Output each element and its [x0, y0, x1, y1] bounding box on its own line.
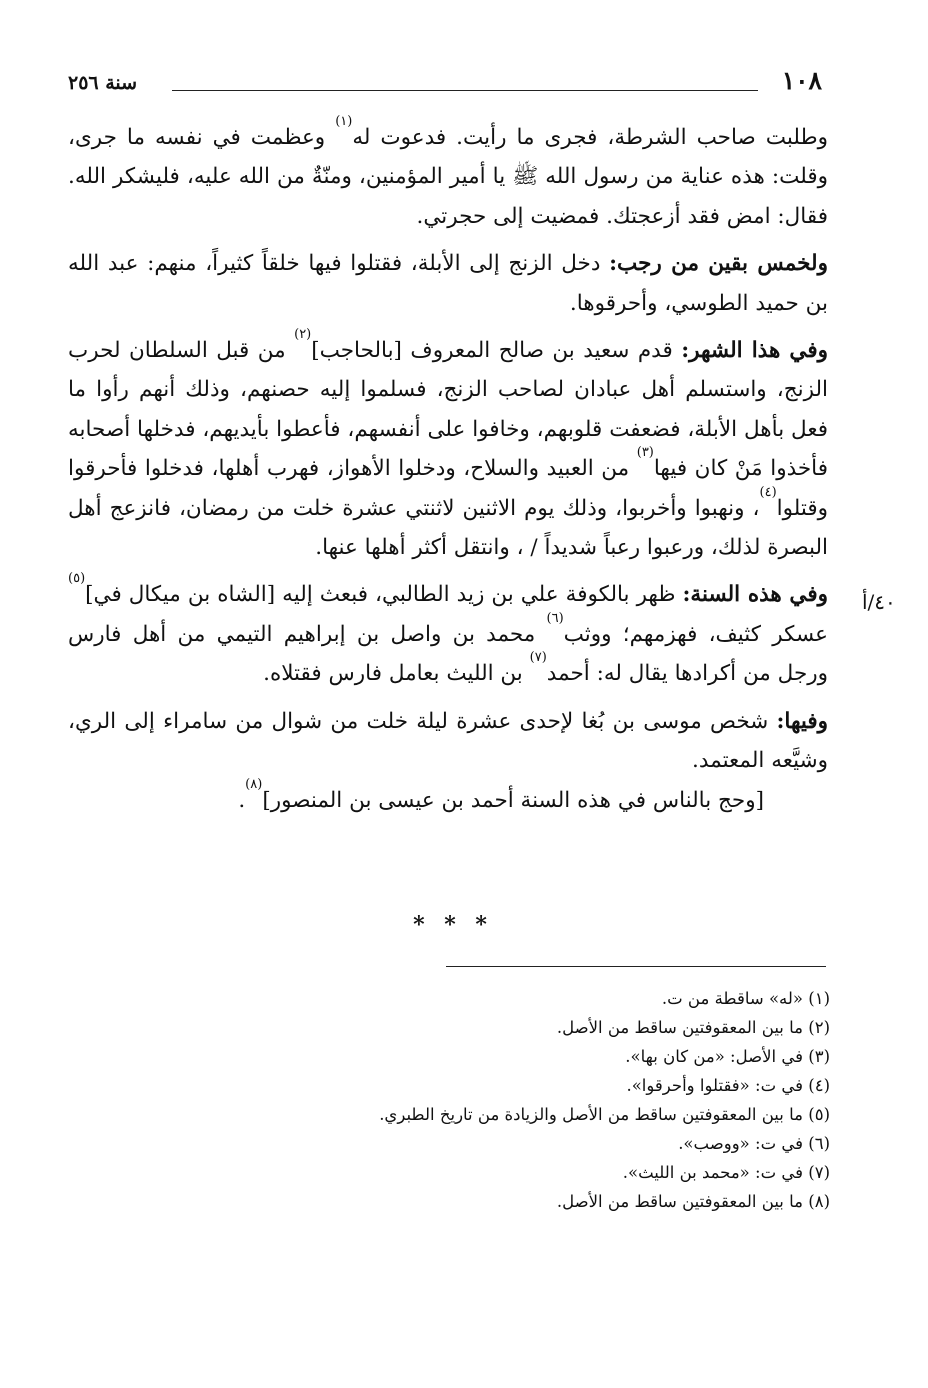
- text-run: فقال: امض فقد أزعجتك. فمضيت إلى حجرتي.: [416, 203, 828, 229]
- text-run: .: [238, 787, 246, 813]
- text-run: وقلت: هذه عناية من رسول الله ﷺ يا أمير المؤمنين، ومنّةٌ من الله عليه، فليشكر الله.: [68, 164, 828, 190]
- footnote-rule: [446, 966, 826, 967]
- paragraph-6: [68, 776, 828, 820]
- text-run: شخص موسى بن بُغا لإحدى عشرة ليلة خلت من شوال من سامراء إلى الري، وشيَّعه المعتمد.: [68, 708, 828, 774]
- paragraph-4: [68, 571, 828, 693]
- footnote-item: (٧) في ت: «محمد بن الليث».: [622, 1163, 830, 1182]
- paragraph-lead: ولخمس بقين من رجب:: [609, 251, 828, 277]
- header-rule: [172, 90, 758, 91]
- footnote-item: (١) «له» ساقطة من ت.: [661, 989, 830, 1008]
- footnote-ref: (١): [335, 114, 353, 129]
- footnote-item: (٣) في الأصل: «من كان بها».: [625, 1047, 830, 1066]
- paragraph-lead: وفي هذا الشهر:: [681, 338, 828, 364]
- page-header: [62, 64, 828, 98]
- footnote-item: (٦) في ت: «ووصب».: [678, 1134, 830, 1153]
- footnotes: [150, 984, 830, 1216]
- paragraph-3: [68, 327, 828, 567]
- paragraph-1: [68, 114, 828, 236]
- footnote-ref: (٨): [245, 776, 263, 792]
- footnote-ref: (٣): [636, 445, 654, 461]
- text-run: قدم سعيد بن صالح المعروف [بالحاجب]: [311, 338, 682, 364]
- text-run: ، ونهبوا وأخربوا، وذلك يوم الاثنين لاثنتي عشرة خلت من رمضان، فانزعج أهل البصرة لذلك، ورعبوا رعباً شديداً / ، وانتقل أكثر أهلها عنها.: [68, 495, 828, 561]
- footnote-item: (٨) ما بين المعقوفتين ساقط من الأصل.: [556, 1192, 830, 1211]
- footnote-ref: (٧): [529, 650, 547, 666]
- year-label: سنة ٢٥٦: [68, 72, 138, 94]
- page-number: ١٠٨: [781, 66, 822, 95]
- paragraph-lead: وفيها:: [776, 708, 828, 734]
- text-run: [وحج بالناس في هذه السنة أحمد بن عيسى بن المنصور]: [262, 787, 764, 813]
- text-run: محمد بن واصل بن إبراهيم التيمي من أهل فارس ورجل من أكرادها يقال له: أحمد: [68, 621, 828, 687]
- footnote-ref: (٦): [546, 610, 564, 626]
- footnote-item: (٤) في ت: «فقتلوا وأحرقوا».: [626, 1076, 830, 1095]
- main-text: [68, 114, 828, 820]
- text-run: وطلبت صاحب الشرطة، فجرى ما رأيت. فدعوت له: [352, 125, 828, 150]
- footnote-item: (٥) ما بين المعقوفتين ساقط من الأصل والزيادة من تاريخ الطبري.: [379, 1105, 830, 1124]
- text-run: وعظمت في نفسه ما جرى،: [68, 125, 336, 150]
- text-run: ظهر بالكوفة علي بن زيد الطالبي، فبعث إليه [الشاه بن ميكال في]: [85, 582, 683, 608]
- text-run: من العبيد والسلاح، ودخلوا الأهواز، فهرب أهلها، فدخلوا فأحرقوا وقتلوا: [68, 456, 828, 521]
- paragraph-2: [68, 244, 828, 323]
- manuscript-folio-marker: ٤٠/أ: [862, 590, 896, 614]
- paragraph-lead: وفي هذه السنة:: [682, 582, 828, 608]
- section-separator: * * *: [413, 912, 493, 938]
- footnote-ref: (٢): [294, 327, 312, 343]
- text-run: بن الليث بعامل فارس فقتلاه.: [263, 661, 530, 687]
- text-run: دخل الزنج إلى الأبلة، فقتلوا فيها خلقاً كثيراً، منهم: عبد الله بن حميد الطوسي، وأحرقوها.: [68, 251, 828, 316]
- footnote-ref: (٥): [68, 571, 86, 587]
- paragraph-5: [68, 702, 828, 781]
- text-run: عسكر كثيف، فهزمهم؛ ووثب: [563, 621, 828, 647]
- footnote-item: (٢) ما بين المعقوفتين ساقط من الأصل.: [556, 1018, 830, 1037]
- footnote-ref: (٤): [759, 484, 777, 500]
- text-run: من قبل السلطان لحرب الزنج، واستسلم أهل عبادان لصاحب الزنج، فسلموا إليه حصنهم، وذلك أنهم رأوا ما فعل بأهل الأبلة، فضعفت قلوبهم، وخافوا على أنفسهم، فأعطوا بأيديهم، فدخلها أصحابه فأخذوا مَنْ كان فيها: [68, 338, 828, 482]
